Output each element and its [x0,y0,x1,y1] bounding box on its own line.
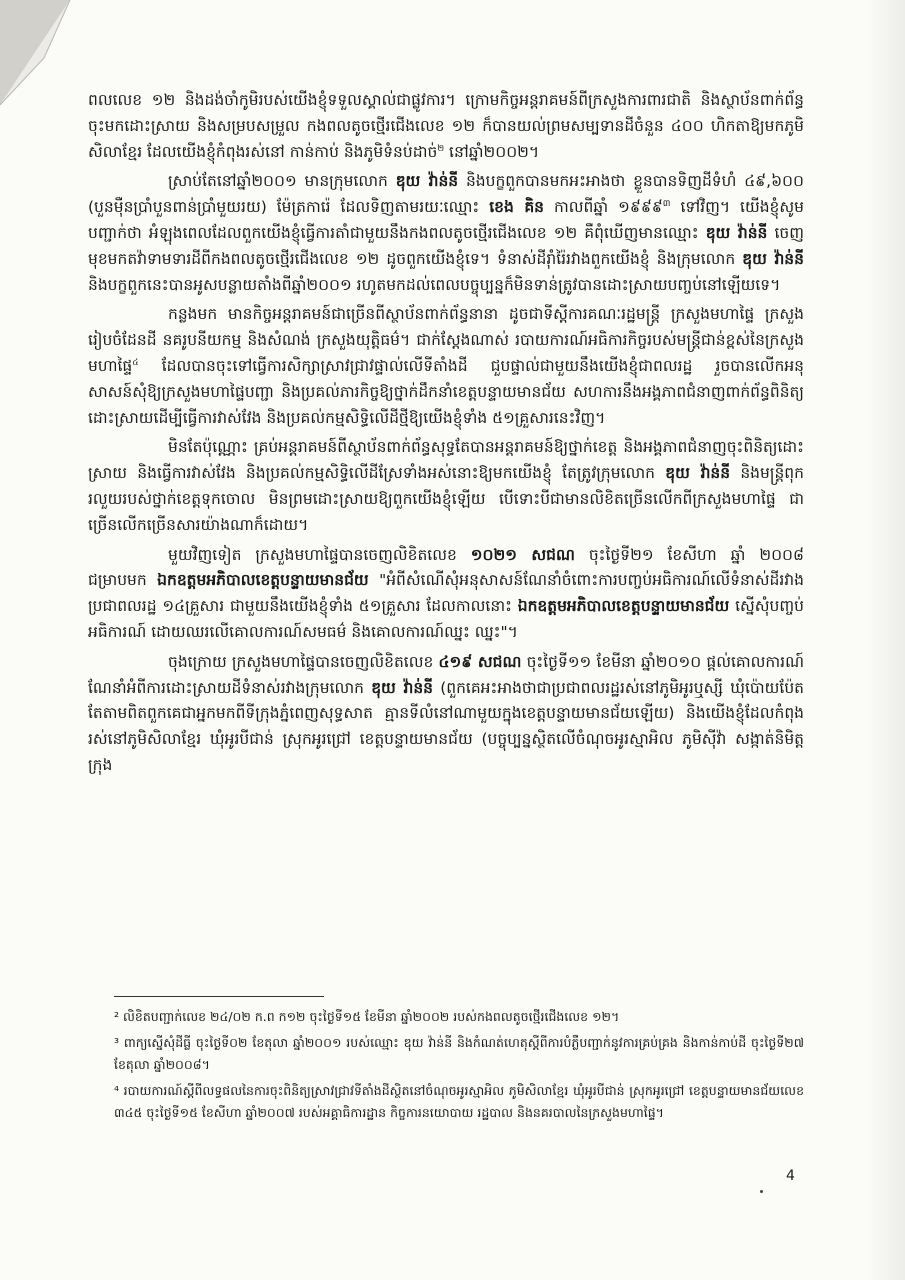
text-segment: ពលលេខ ១២ និងដង់ចាំកូមិរបស់យើងខ្ញុំទទួលស្គាល់ជាផ្លូវការ។ ក្រោមកិច្ចអន្តរាគមន៍ពីក្រសួងការពារជាតិ និងស្ថាប័នពាក់ព័ន្ធចុះមកដោះស្រាយ និងសម្របសម្រួល កងពលតូចថ្មើរជើងលេខ ១២ ក៏បានយល់ព្រមសម្បទានដីចំនួន ៤០០ ហិកតាឱ្យមកភូមិសិលាខ្មែរ ដែលយើងខ្ញុំកំពុងរស់នៅ កាន់កាប់ និងភូមិទំនប់ដាច់ [88,91,804,161]
text-segment: មិនតែប៉ុណ្ណោះ គ្រប់អន្តរាគមន៍ពីស្ថាប័នពាក់ព័ន្ធសុទ្ធតែបានអន្តរាគមន៍ឱ្យថ្នាក់ខេត្ត និងអង្គភាពជំនាញចុះពិនិត្យដោះស្រាយ និងធ្វើការវាស់វែង និងប្រគល់កម្មសិទ្ធិលើដីស្រែទាំងអស់នោះឱ្យមកយើងខ្ញុំ តែត្រូវក្រុមលោក [88,438,804,483]
text-segment: ចុងក្រោយ ក្រសួងមហាផ្ទៃបានចេញលិខិតលេខ [168,652,439,671]
paragraph [88,302,804,431]
text-segment: ចេញមុខមកតវ៉ាទាមទារដីពីកងពលតូចថ្មើរជើងលេខ ១២ ដូចពួកយើងខ្ញុំទេ។ ទំនាស់ដីរ៉ាំរ៉ៃរវាងពួកយើងខ្ញុំ និងក្រុមលោក [88,223,804,268]
text-segment: "អំពីសំណើសុំអនុសាសន៍ណែនាំចំពោះការបញ្ចប់អធិការណ៍លើទំនាស់ដីរវាងប្រជាពលរដ្ឋ ១៤គ្រួសារ ជាមួយនឹងយើងខ្ញុំទាំង ៥១គ្រួសារ ដែលកាលនោះ [88,571,804,616]
footnote-divider [114,996,324,997]
bold-text: ខេង គិន [489,198,544,217]
text-segment: ស្នើសុំបញ្ចប់អធិការណ៍ ដោយឈរលើគោលការណ៍សមធម៌ និងគោលការណ៍ឈ្នះ ឈ្នះ"។ [88,597,804,641]
footnote-reference: ៤ [132,357,139,368]
text-segment: កាលពីឆ្នាំ ១៩៩៩ [544,198,663,217]
text-segment: (ពួកគេអះអាងថាជាប្រជាពលរដ្ឋរស់នៅភូមិអូរឬស្សី ឃុំប៉ោយប៉ែត តែតាមពិតពួកគេជាអ្នកមកពីទីក្រុងភ្នំពេញសុទ្ធសាត គ្មានទីលំនៅណាមួយក្នុងខេត្តបន្ទាយមានជ័យឡើយ) និងយើងខ្ញុំដែលកំពុងរស់នៅភូមិសិលាខ្មែរ ឃុំអូរបីជាន់ ស្រុកអូរជ្រៅ ខេត្តបន្ទាយមានជ័យ (បច្ចុប្បន្នស្ថិតលើចំណុចអូរស្មាអិល ភូមិស៊ីវ៉ា សង្កាត់និមិត្ត ក្រុង [88,678,804,774]
bold-text: ឯកឧត្តមអភិបាលខេត្តបន្ទាយមានជ័យ [157,571,369,590]
text-segment: ចុះថ្ងៃទី២១ ខែសីហា ឆ្នាំ ២០០៨ ជម្រាបមក [88,545,804,590]
page-edge-shadow [865,0,905,1280]
text-segment: និងមន្ត្រីពុករលួយរបស់ថ្នាក់ខេត្តទុកចោល មិនព្រមដោះស្រាយឱ្យពួកយើងខ្ញុំឡើយ បើទោះបីជាមានលិខិតច្រើនលើកពីក្រសួងមហាផ្ទៃ ជាច្រើនលើកច្រើនសារយ៉ាងណាក៏ដោយ។ [88,464,804,534]
paragraph [88,169,804,298]
paragraph [88,543,804,646]
page-number: 4 [786,1168,795,1184]
text-segment: នៅឆ្នាំ២០០២។ [444,142,540,161]
text-segment: កន្លងមក មានកិច្ចអន្តរាគមន៍ជាច្រើនពីស្ថាប័នពាក់ព័ន្ធនានា ដូចជាទីស្តីការគណៈរដ្ឋមន្ត្រី ក្រសួងមហាផ្ទៃ ក្រសួងរៀបចំដែនដី នគរូបនីយកម្ម និងសំណង់ ក្រសួងយុត្តិធម៌។ ជាក់ស្តែងណាស់ របាយការណ៍អធិការកិច្ចរបស់មន្ត្រីជាន់ខ្ពស់នៃក្រសួងមហាផ្ទៃ [88,305,804,375]
footnotes [114,1006,804,1128]
text-segment: ទៅវិញ។ យើងខ្ញុំសូមបញ្ជាក់ថា អំឡុងពេលដែលពួកយើងខ្ញុំធ្វើការតាំជាមួយនឹងកងពលតូចថ្មើរជើងលេខ ១២ គឺពុំឃើញមានឈ្មោះ [88,198,804,242]
bold-text: ឌុយ វ៉ាន់នី [371,678,433,697]
bold-text: ឯកឧត្តមអភិបាលខេត្តបន្ទាយមានជ័យ [517,597,730,616]
paragraph [88,435,804,538]
text-segment: ស្រាប់តែនៅឆ្នាំ២០០១ មានក្រុមលោក [168,172,396,191]
footnote-reference: ៣ [662,199,671,210]
text-segment: ដែលបានចុះទៅធ្វើការសិក្សាស្រាវជ្រាវផ្ទាល់លើទីតាំងដី ជួបផ្ទាល់ជាមួយនឹងយើងខ្ញុំជាពលរដ្ឋ រួចបានលើកអនុសាសន៍សុំឱ្យក្រសួងមហាផ្ទៃបញ្ជា និងប្រគល់ភារកិច្ចឱ្យថ្នាក់ដឹកនាំខេត្តបន្ទាយមានជ័យ សហការនឹងអង្គភាពជំនាញពាក់ព័ន្ធពិនិត្យដោះស្រាយដើម្បីធ្វើការវាស់វែង និងប្រគល់កម្មសិទ្ធិលើដីថ្មីឱ្យយើងខ្ញុំទាំង ៥១គ្រួសារនេះវិញ។ [88,356,804,427]
paragraph [88,88,804,165]
bold-text: ឌុយ វ៉ាន់នី [395,172,459,191]
text-segment: មួយវិញទៀត ក្រសួងមហាផ្ទៃបានចេញលិខិតលេខ [168,545,471,564]
scan-speck [760,1190,763,1193]
text-segment: និងបក្ខពួកបានមកអះអាងថា ខ្លួនបានទិញដីទំហំ ៤៩,៦០០ (បួនម៉ឺនប្រាំបួនពាន់ប្រាំមួយរយ) ម៉ែត្រការ៉េ ដែលទិញតាមរយៈឈ្មោះ [88,172,805,217]
bold-text: ១០២១ សជណ [470,545,575,564]
footnote: ³ ពាក្យស្នើសុំដីធ្លី ចុះថ្ងៃទី០២ ខែតុលា ឆ្នាំ២០០១ របស់ឈ្មោះ ឌុយ វ៉ាន់នី និងកំណត់ហេតុស្តីពីការបំភ្លឺបញ្ជាក់នូវការគ្រប់គ្រង និងកាន់កាប់ដី ចុះថ្ងៃទី២៧ ខែតុលា ឆ្នាំ២០០៨។ [114,1035,804,1072]
bold-text: ៤១៩ សជណ [438,652,522,671]
paragraph [88,650,804,779]
bold-text: ឌុយ វ៉ាន់នី [742,249,804,268]
text-segment: ចុះថ្ងៃទី១១ ខែមីនា ឆ្នាំ២០១០ ផ្តល់គោលការណ៍ណែនាំអំពីការដោះស្រាយដីទំនាស់រវាងក្រុមលោក [88,652,805,697]
footnote-reference: ២ [437,143,445,154]
text-segment: និងបក្ខពួកនេះបានអូសបន្លាយតាំងពីឆ្នាំ២០០១ រហូតមកដល់ពេលបច្ចុប្បន្នក៏មិនទាន់ត្រូវបានដោះស្រាយបញ្ចប់នៅឡើយទេ។ [88,275,781,294]
bold-text: ឌុយ វ៉ាន់នី [705,223,768,242]
bold-text: ឌុយ វ៉ាន់នី [665,464,731,483]
footnote: ² លិខិតបញ្ជាក់លេខ ២៤/០២ ក.ព ក១២ ចុះថ្ងៃទី១៥ ខែមីនា ឆ្នាំ២០០២ របស់កងពលតូចថ្មើរជើងលេខ ១២។ [114,1009,620,1024]
body-text [88,88,804,783]
footnote: ⁴ របាយការណ៍ស្តីពីលទ្ធផលនៃការចុះពិនិត្យស្រាវជ្រាវទីតាំងដីស្ថិតនៅចំណុចអូរស្មាអិល ភូមិសិលាខ្មែរ ឃុំអូរបីជាន់ ស្រុកអូរជ្រៅ ខេត្តបន្ទាយមានជ័យលេខ ៣៤៥ ចុះថ្ងៃទី១៥ ខែសីហា ឆ្នាំ២០០៧ របស់អគ្គាធិការដ្ឋាន កិច្ចការនយោបាយ រដ្ឋបាល និងនគរបាលនៃក្រសួងមហាផ្ទៃ។ [114,1083,804,1120]
